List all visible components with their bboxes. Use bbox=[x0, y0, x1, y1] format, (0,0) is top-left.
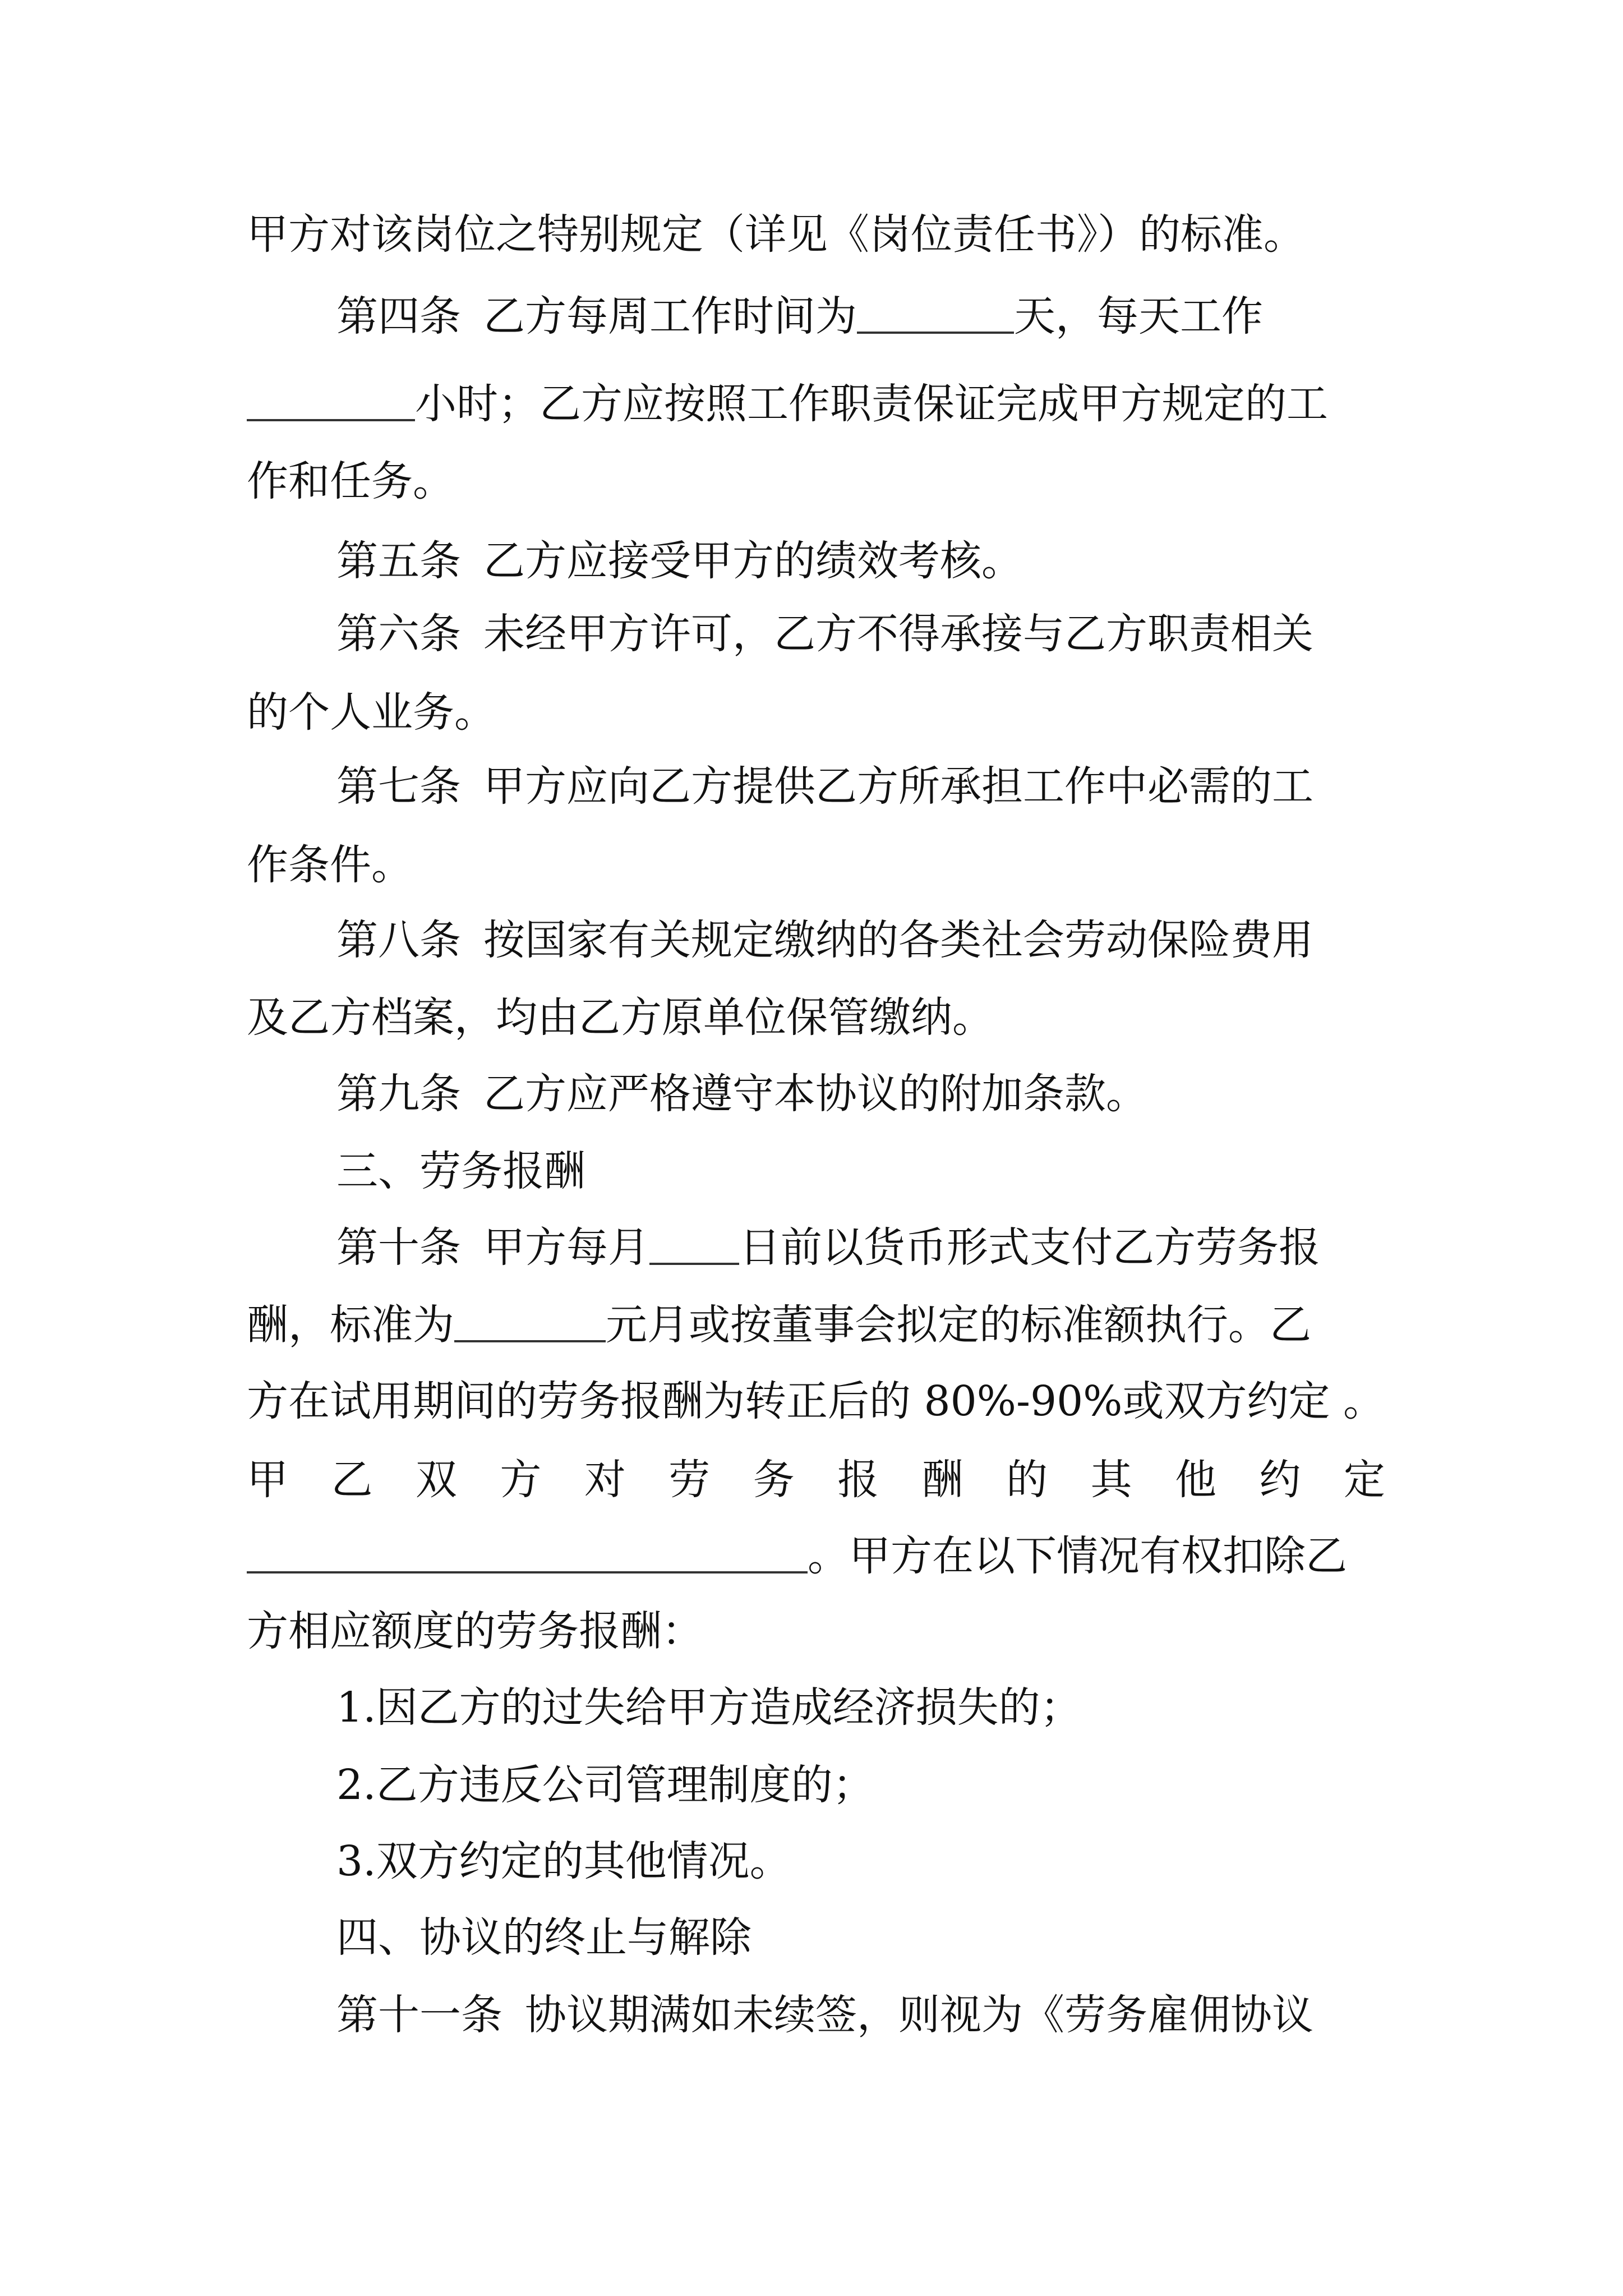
blank-field-pay-amount[interactable] bbox=[454, 1299, 606, 1342]
char: 劳 bbox=[668, 1456, 711, 1504]
text-line bbox=[336, 760, 1313, 813]
text-segment: 。甲方在以下情况有权扣除乙 bbox=[808, 1532, 1347, 1580]
article-number: 第五条 bbox=[336, 537, 461, 585]
char: 甲 bbox=[247, 1456, 288, 1504]
char: 的 bbox=[1006, 1456, 1048, 1504]
blank-field-other-terms[interactable] bbox=[247, 1530, 808, 1573]
section-heading-text: 三、劳务报酬 bbox=[336, 1147, 585, 1195]
text-line bbox=[247, 838, 413, 892]
text-segment: 乙方应严格遵守本协议的附加条款。 bbox=[483, 1070, 1147, 1118]
text-line bbox=[247, 1604, 703, 1658]
article-number: 第十一条 bbox=[336, 1991, 502, 2039]
list-item bbox=[336, 1758, 874, 1812]
list-item-text: 1.因乙方的过失给甲方造成经济损失的； bbox=[336, 1683, 1082, 1732]
text-line bbox=[336, 1067, 1147, 1121]
text-segment: 按国家有关规定缴纳的各类社会劳动保险费用 bbox=[483, 916, 1313, 964]
text-segment: 甲方每月 bbox=[483, 1223, 649, 1272]
text-segment: 作条件。 bbox=[247, 841, 413, 889]
char: 务 bbox=[753, 1456, 795, 1504]
text-line-justified bbox=[247, 1453, 1385, 1507]
char: 乙 bbox=[331, 1456, 373, 1504]
article-number: 第四条 bbox=[336, 292, 461, 341]
text-line bbox=[247, 1529, 1347, 1583]
list-item-text: 2.乙方违反公司管理制度的； bbox=[336, 1761, 874, 1809]
text-line bbox=[247, 377, 1328, 431]
article-number: 第十条 bbox=[336, 1223, 461, 1272]
text-segment: 日前以货币形式支付乙方劳务报 bbox=[739, 1223, 1320, 1272]
text-segment: 甲方应向乙方提供乙方所承担工作中必需的工 bbox=[483, 762, 1313, 811]
text-segment: 作和任务。 bbox=[247, 457, 454, 505]
text-segment: 乙方每周工作时间为 bbox=[483, 292, 857, 341]
text-segment: 酬，标准为 bbox=[247, 1301, 454, 1349]
char: 对 bbox=[584, 1456, 626, 1504]
text-line bbox=[247, 1374, 1385, 1428]
list-item bbox=[336, 1681, 1082, 1734]
text-segment: 甲方对该岗位之特别规定（详见《岗位责任书》）的标准。 bbox=[247, 210, 1305, 259]
text-segment: 乙方应接受甲方的绩效考核。 bbox=[483, 537, 1023, 585]
section-heading bbox=[336, 1911, 751, 1964]
text-segment: 协议期满如未续签，则视为《劳务雇佣协议 bbox=[525, 1991, 1313, 2039]
char: 报 bbox=[837, 1456, 879, 1504]
text-line bbox=[247, 1298, 1311, 1352]
section-heading bbox=[336, 1144, 585, 1198]
text-line bbox=[336, 289, 1263, 343]
char: 方 bbox=[500, 1456, 542, 1504]
section-heading-text: 四、协议的终止与解除 bbox=[336, 1913, 751, 1962]
article-number: 第八条 bbox=[336, 916, 461, 964]
char: 其 bbox=[1090, 1456, 1132, 1504]
text-line bbox=[247, 208, 1305, 261]
text-segment: 小时；乙方应按照工作职责保证完成甲方规定的工 bbox=[415, 380, 1328, 428]
text-line bbox=[247, 454, 454, 508]
blank-field-days[interactable] bbox=[857, 290, 1014, 334]
list-item bbox=[336, 1834, 791, 1888]
text-line bbox=[336, 1988, 1313, 2042]
text-line bbox=[247, 685, 496, 739]
char: 双 bbox=[415, 1456, 457, 1504]
char: 约 bbox=[1259, 1456, 1301, 1504]
article-number: 第九条 bbox=[336, 1070, 461, 1118]
text-line bbox=[336, 913, 1313, 967]
text-segment: 的个人业务。 bbox=[247, 688, 496, 737]
char: 他 bbox=[1174, 1456, 1216, 1504]
article-number: 第六条 bbox=[336, 610, 461, 658]
text-segment: 方相应额度的劳务报酬： bbox=[247, 1607, 703, 1655]
char: 定 bbox=[1343, 1456, 1385, 1504]
blank-field-pay-day[interactable] bbox=[649, 1221, 739, 1265]
char: 酬 bbox=[921, 1456, 963, 1504]
text-segment: 方在试用期间的劳务报酬为转正后的 80%-90%或双方约定 。 bbox=[247, 1377, 1385, 1425]
text-line bbox=[336, 534, 1023, 588]
text-segment: 元月或按董事会拟定的标准额执行。乙 bbox=[606, 1301, 1311, 1349]
text-line bbox=[247, 991, 994, 1045]
text-segment: 未经甲方许可，乙方不得承接与乙方职责相关 bbox=[483, 610, 1313, 658]
text-line bbox=[336, 1221, 1320, 1274]
list-item-text: 3.双方约定的其他情况。 bbox=[336, 1837, 791, 1885]
text-segment: 天，每天工作 bbox=[1014, 292, 1263, 341]
blank-field-hours[interactable] bbox=[247, 378, 415, 421]
text-segment: 及乙方档案，均由乙方原单位保管缴纳。 bbox=[247, 993, 994, 1042]
text-line bbox=[336, 607, 1313, 661]
article-number: 第七条 bbox=[336, 762, 461, 811]
